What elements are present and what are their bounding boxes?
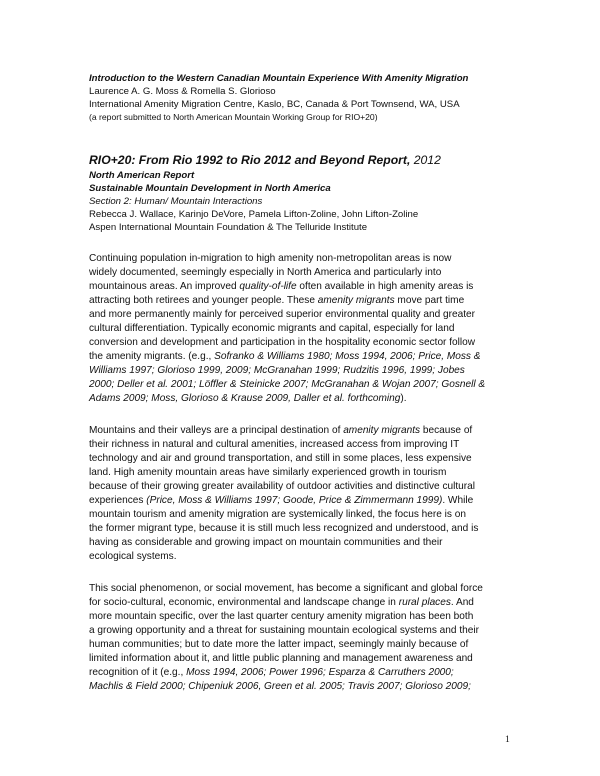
- text-line: [89, 466, 525, 480]
- report-header: [89, 152, 529, 234]
- report-institutions: Aspen International Mountain Foundation & The Telluride Institute: [89, 222, 368, 233]
- citation-text: amenity migrants: [343, 425, 421, 436]
- citation-text: quality-of-life: [239, 281, 297, 292]
- body-text: the former migrant type, because it is still much less recognized and understood, and is: [89, 523, 479, 534]
- citation-text: rural places: [398, 597, 451, 608]
- body-text: their richness in natural and cultural amenities, increased access from improving IT: [89, 439, 460, 450]
- citation-text: Sofranko & Williams 1980; Moss 1994, 2006; Price, Moss &: [214, 351, 481, 362]
- text-line: [89, 378, 525, 392]
- text-line: [89, 582, 525, 596]
- body-text: having as considerable and growing impact on mountain communities and their: [89, 537, 443, 548]
- body-text: conversion and development and participation in the hospitality economic sector follow: [89, 337, 476, 348]
- report-authors: Rebecca J. Wallace, Karinjo DeVore, Pamela Lifton-Zoline, John Lifton-Zoline: [89, 209, 419, 220]
- body-text: mountain tourism and amenity migration are systemically linked, the focus here is on: [89, 509, 467, 520]
- text-line: [89, 652, 525, 666]
- paragraph-1: [89, 252, 525, 406]
- intro-affiliation: International Amenity Migration Centre, Kaslo, BC, Canada & Port Townsend, WA, USA: [89, 99, 460, 110]
- text-line: [89, 252, 525, 266]
- paragraph-2: [89, 424, 525, 564]
- intro-header: [89, 72, 529, 124]
- text-line: [89, 610, 525, 624]
- body-text: experiences: [89, 495, 147, 506]
- intro-authors: Laurence A. G. Moss & Romella S. Glorioso: [89, 86, 276, 97]
- body-text: attracting both retirees and younger people. These: [89, 295, 318, 306]
- body-text: a growing opportunity and a threat for sustaining mountain ecological systems and their: [89, 625, 479, 636]
- text-line: [89, 438, 525, 452]
- intro-note: (a report submitted to North American Mountain Working Group for RIO+20): [89, 112, 378, 122]
- text-line: [89, 294, 525, 308]
- citation-text: Williams 1997; Glorioso 1999, 2009; McGranahan 1999; Rudzitis 1996, 1999; Jobes: [89, 365, 465, 376]
- paragraph-3: [89, 582, 525, 694]
- body-text: mountainous areas. An improved: [89, 281, 240, 292]
- text-line: [89, 280, 525, 294]
- intro-title: Introduction to the Western Canadian Mountain Experience With Amenity Migration: [89, 73, 469, 84]
- text-line: [89, 392, 525, 406]
- report-title: [89, 152, 529, 169]
- body-text: land. High amenity mountain areas have similarly experienced growth in tourism: [89, 467, 447, 478]
- text-line: [89, 308, 525, 322]
- text-line: [89, 596, 525, 610]
- report-section: Section 2: Human/ Mountain Interactions: [89, 196, 263, 207]
- body-text: and more permanently mainly for perceived superior environmental quality and greater: [89, 309, 476, 320]
- body-text: human communities; but to date more the latter impact, seemingly mainly because of: [89, 639, 469, 650]
- text-line: [89, 550, 525, 564]
- text-line: [89, 666, 525, 680]
- body-text: . And: [450, 597, 474, 608]
- text-line: [89, 364, 525, 378]
- body-text: This social phenomenon, or social movement, has become a significant and global force: [89, 583, 483, 594]
- body-text: Mountains and their valleys are a principal destination of: [89, 425, 344, 436]
- text-line: [89, 480, 525, 494]
- text-line: [89, 336, 525, 350]
- text-line: [89, 522, 525, 536]
- citation-text: 2000; Deller et al. 2001; Löffler & Steinicke 2007; McGranahan & Wojan 2007; Gosnell &: [89, 379, 486, 390]
- text-line: [89, 638, 525, 652]
- report-subtitle-2: Sustainable Mountain Development in North America: [89, 183, 331, 194]
- body-text: recognition of it (e.g.,: [89, 667, 187, 678]
- page-number: 1: [505, 734, 510, 745]
- body-text: the amenity migrants. (e.g.,: [89, 351, 215, 362]
- text-line: [89, 680, 525, 694]
- body-text: because of: [420, 425, 473, 436]
- citation-text: Adams 2009; Moss, Glorioso & Krause 2009, Daller et al. forthcoming: [89, 393, 401, 404]
- body-text: because of their growing greater availability of outdoor activities and distinctive cultural: [89, 481, 476, 492]
- citation-text: (Price, Moss & Williams 1997; Goode, Price & Zimmermann 1999): [146, 495, 443, 506]
- body-text: cultural differentiation. Typically economic migrants and capital, especially for land: [89, 323, 455, 334]
- body-text: Continuing population in-migration to high amenity non-metropolitan areas is now: [89, 253, 452, 264]
- text-line: [89, 452, 525, 466]
- body-text: . While: [442, 495, 474, 506]
- body-text: widely documented, seemingly especially in North America and particularly into: [89, 267, 442, 278]
- citation-text: Machlis & Field 2000; Chipeniuk 2006, Green et al. 2005; Travis 2007; Glorioso 2009;: [89, 681, 471, 692]
- report-subtitle-1: North American Report: [89, 170, 195, 181]
- citation-text: amenity migrants: [317, 295, 395, 306]
- text-line: [89, 424, 525, 438]
- citation-text: Moss 1994, 2006; Power 1996; Esparza & Carruthers 2000;: [186, 667, 454, 678]
- body-text: limited information about it, and little public planning and management awareness and: [89, 653, 473, 664]
- text-line: [89, 536, 525, 550]
- text-line: [89, 322, 525, 336]
- text-line: [89, 494, 525, 508]
- body-text: more mountain specific, over the last quarter century amenity migration has been both: [89, 611, 474, 622]
- body-text: technology and air and ground transportation, and still in some places, less expensive: [89, 453, 472, 464]
- text-line: [89, 350, 525, 364]
- body-text: ).: [400, 393, 407, 404]
- text-line: [89, 508, 525, 522]
- body-text: move part time: [394, 295, 465, 306]
- text-line: [89, 266, 525, 280]
- body-text: ecological systems.: [89, 551, 177, 562]
- report-title-main: RIO+20: From Rio 1992 to Rio 2012 and Beyond Report,: [89, 153, 411, 167]
- report-title-year: 2012: [410, 153, 441, 167]
- body-text: often available in high amenity areas is: [296, 281, 474, 292]
- body-text: for socio-cultural, economic, environmental and landscape change in: [89, 597, 399, 608]
- text-line: [89, 624, 525, 638]
